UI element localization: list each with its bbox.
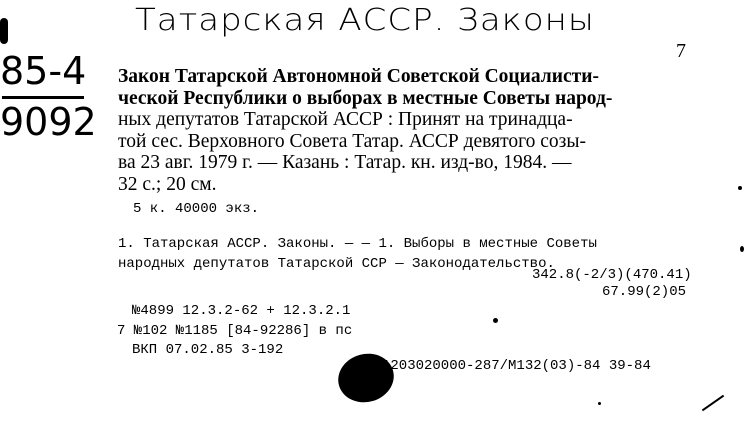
pencil-scratch — [702, 395, 724, 412]
subject-line: народных депутатов Татарской ССР — Законодательство. — [118, 256, 555, 272]
main-line: 32 с.; 20 см. — [118, 173, 217, 195]
main-line: ных депутатов Татарской АССР : Принят на тринадца- — [118, 109, 573, 130]
shelf-mark-bottom: 9092 — [0, 100, 97, 144]
page-number: 7 — [676, 40, 686, 62]
handwritten-title: Татарская АССР. Законы — [135, 2, 595, 38]
ink-blot — [333, 348, 400, 409]
shelf-mark-top: 85-4 — [0, 49, 87, 93]
registration-code-1: №4899 12.3.2-62 + 12.3.2.1 — [132, 303, 351, 319]
ink-speck — [598, 402, 601, 405]
main-line: ческой Республики о выборах в местные Советы народ- — [118, 87, 613, 109]
ink-speck — [493, 318, 498, 323]
classification-code-2: 67.99(2)05 — [602, 284, 687, 300]
main-description — [118, 66, 698, 195]
binding-mark — [0, 18, 8, 44]
registration-code-2: 7 №102 №1185 [84-92286] в пс — [117, 323, 353, 339]
ink-speck — [740, 246, 744, 252]
shelf-mark-divider — [2, 96, 84, 99]
subject-headings — [118, 234, 597, 274]
subject-line: 1. Татарская АССР. Законы. — — 1. Выборы в местные Советы — [118, 236, 597, 252]
copies-count: 5 к. 40000 экз. — [133, 201, 260, 217]
main-line: ва 23 авг. 1979 г. — Казань : Татар. кн. изд-во, 1984. — — [118, 152, 572, 173]
ink-speck — [738, 186, 742, 190]
main-line: той сес. Верховного Совета Татар. АССР девятого созы- — [118, 130, 586, 152]
publication-code: 1203020000-287/М132(03)-84 39-84 — [382, 358, 651, 374]
registration-code-3: ВКП 07.02.85 3-192 — [132, 342, 284, 358]
classification-code-1: 342.8(-2/3)(470.41) — [532, 267, 692, 283]
main-line: Закон Татарской Автономной Советской Социалисти- — [118, 66, 599, 87]
